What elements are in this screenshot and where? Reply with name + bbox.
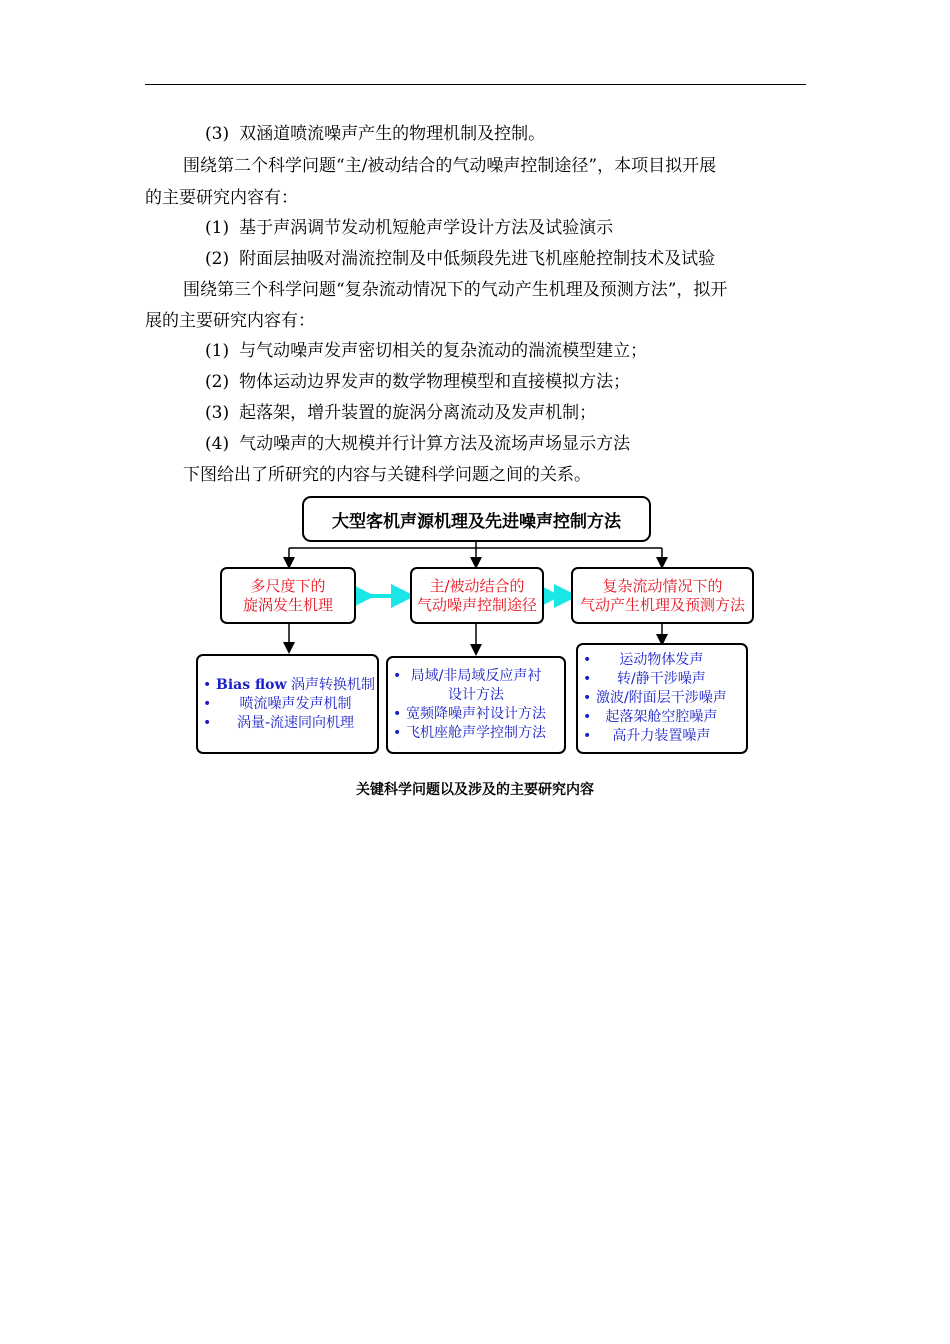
text-line: (3) 起落架，增升装置的旋涡分离流动及发声机制； — [205, 403, 597, 423]
content-box-3 — [576, 643, 748, 754]
text-line: 下图给出了所研究的内容与关键科学问题之间的关系。 — [183, 465, 591, 485]
problem-box-1 — [220, 567, 356, 624]
problem-line: 旋涡发生机理 — [242, 595, 333, 614]
problem-box-3 — [571, 567, 754, 624]
diagram-title: 大型客机声源机理及先进噪声控制方法 — [332, 511, 621, 532]
figure-caption: 关键科学问题以及涉及的主要研究内容 — [356, 782, 594, 798]
problem-line: 主/被动结合的 — [429, 576, 525, 595]
problem-line: 复杂流动情况下的 — [602, 576, 723, 595]
content-item: • 激波/附面层干涉噪声 — [582, 689, 727, 708]
text-line: 展的主要研究内容有： — [145, 311, 315, 331]
diagram-title-box — [302, 496, 651, 542]
content-item: • 高升力装置噪声 — [582, 727, 727, 746]
text-line: 围绕第三个科学问题“复杂流动情况下的气动产生机理及预测方法”，拟开 — [183, 280, 728, 300]
text-line: 围绕第二个科学问题“主/被动结合的气动噪声控制途径”，本项目拟开展 — [183, 156, 717, 176]
content-item: • 宽频降噪声衬设计方法 — [392, 705, 546, 724]
content-item: • 转/静干涉噪声 — [582, 670, 727, 689]
problem-box-2 — [410, 567, 544, 624]
problem-line: 多尺度下的 — [250, 576, 326, 595]
content-box-2 — [386, 656, 566, 754]
content-item: • 飞机座舱声学控制方法 — [392, 724, 546, 743]
text-line: (2) 附面层抽吸对湍流控制及中低频段先进飞机座舱控制技术及试验 — [205, 249, 716, 269]
problem-line: 气动噪声控制途径 — [416, 595, 537, 614]
text-line: (1) 基于声涡调节发动机短舱声学设计方法及试验演示 — [205, 218, 614, 238]
content-item: • 起落架舱空腔噪声 — [582, 708, 727, 727]
content-item: • 涡量-流速同向机理 — [202, 714, 375, 733]
text-line: (2) 物体运动边界发声的数学物理模型和直接模拟方法； — [205, 372, 631, 392]
content-item: • 局域/非局域反应声衬 设计方法 — [392, 667, 546, 705]
text-line: (4) 气动噪声的大规模并行计算方法及流场声场显示方法 — [205, 434, 631, 454]
content-item: • 运动物体发声 — [582, 651, 727, 670]
text-line: 的主要研究内容有： — [145, 188, 298, 208]
content-item: • Bias flow 涡声转换机制 — [202, 676, 375, 695]
content-item: • 喷流噪声发声机制 — [202, 695, 375, 714]
content-box-1 — [196, 654, 379, 754]
text-line: (1) 与气动噪声发声密切相关的复杂流动的湍流模型建立； — [205, 341, 648, 361]
text-line: (3) 双涵道喷流噪声产生的物理机制及控制。 — [205, 124, 546, 144]
problem-line: 气动产生机理及预测方法 — [579, 595, 745, 614]
